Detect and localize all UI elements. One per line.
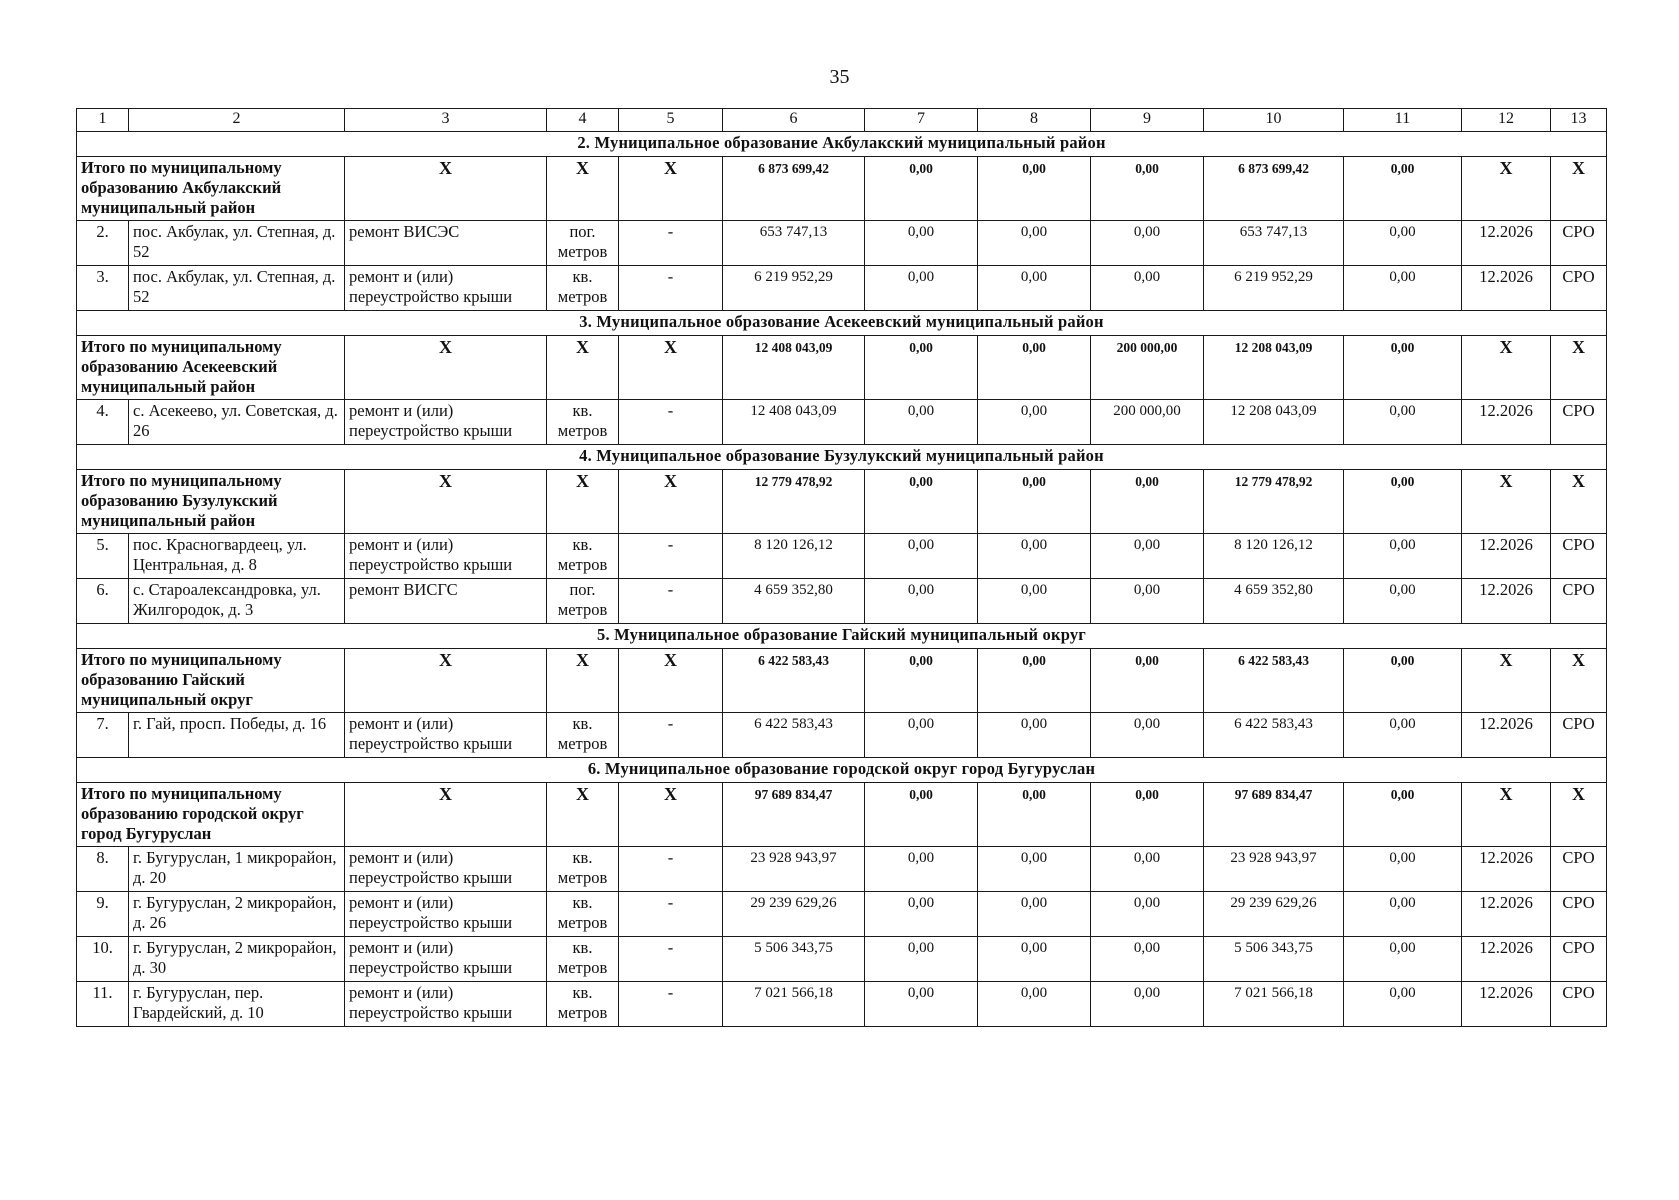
row-number: 11. [77,982,129,1027]
amount-c10: 23 928 943,97 [1204,847,1344,892]
total-c11: 0,00 [1344,157,1462,221]
row-number: 8. [77,847,129,892]
unit-cell: кв. метров [547,266,619,311]
address-cell: г. Бугуруслан, пер. Гвардейский, д. 10 [129,982,345,1027]
header-cell: 3 [345,109,547,132]
section-total-row [77,336,1607,400]
deadline-cell: 12.2026 [1462,579,1551,624]
address-cell: г. Гай, просп. Победы, д. 16 [129,713,345,758]
header-cell: 12 [1462,109,1551,132]
amount-c11: 0,00 [1344,892,1462,937]
col5-cell: - [619,534,723,579]
amount-c8: 0,00 [978,713,1091,758]
section-header-row [77,624,1607,649]
unit-cell: кв. метров [547,982,619,1027]
col5-cell: - [619,982,723,1027]
total-c10: 6 873 699,42 [1204,157,1344,221]
amount-c10: 12 208 043,09 [1204,400,1344,445]
amount-c10: 29 239 629,26 [1204,892,1344,937]
row-number: 7. [77,713,129,758]
header-cell: 10 [1204,109,1344,132]
unit-cell: кв. метров [547,713,619,758]
header-cell: 11 [1344,109,1462,132]
total-c4: X [547,336,619,400]
col5-cell: - [619,221,723,266]
total-c4: X [547,649,619,713]
section-title: 4. Муниципальное образование Бузулукский муниципальный район [77,445,1607,470]
unit-cell: пог. метров [547,579,619,624]
column-number-row [77,109,1607,132]
address-cell: г. Бугуруслан, 1 микрорайон, д. 20 [129,847,345,892]
amount-c6: 7 021 566,18 [723,982,865,1027]
work-type-cell: ремонт и (или) переустройство крыши [345,892,547,937]
deadline-cell: 12.2026 [1462,937,1551,982]
deadline-cell: 12.2026 [1462,713,1551,758]
amount-c7: 0,00 [865,221,978,266]
total-c13: X [1551,783,1607,847]
section-title: 3. Муниципальное образование Асекеевский муниципальный район [77,311,1607,336]
amount-c11: 0,00 [1344,579,1462,624]
address-cell: пос. Красногвардеец, ул. Центральная, д. 8 [129,534,345,579]
total-c9: 0,00 [1091,649,1204,713]
executor-cell: СРО [1551,579,1607,624]
total-c12: X [1462,157,1551,221]
row-number: 9. [77,892,129,937]
total-c6: 6 422 583,43 [723,649,865,713]
header-cell: 5 [619,109,723,132]
total-c12: X [1462,470,1551,534]
header-cell: 13 [1551,109,1607,132]
section-header-row [77,132,1607,157]
amount-c9: 0,00 [1091,982,1204,1027]
total-c12: X [1462,336,1551,400]
unit-cell: кв. метров [547,937,619,982]
col5-cell: - [619,579,723,624]
total-c11: 0,00 [1344,470,1462,534]
total-label: Итого по муниципальному образованию Гайский муниципальный округ [77,649,345,713]
total-c4: X [547,157,619,221]
deadline-cell: 12.2026 [1462,847,1551,892]
total-c9: 0,00 [1091,470,1204,534]
deadline-cell: 12.2026 [1462,221,1551,266]
header-cell: 7 [865,109,978,132]
total-c5: X [619,649,723,713]
amount-c9: 0,00 [1091,534,1204,579]
unit-cell: пог. метров [547,221,619,266]
executor-cell: СРО [1551,266,1607,311]
table-row [77,847,1607,892]
address-cell: г. Бугуруслан, 2 микрорайон, д. 30 [129,937,345,982]
executor-cell: СРО [1551,982,1607,1027]
table-row [77,221,1607,266]
amount-c9: 0,00 [1091,847,1204,892]
header-cell: 2 [129,109,345,132]
col5-cell: - [619,937,723,982]
total-c9: 200 000,00 [1091,336,1204,400]
amount-c8: 0,00 [978,937,1091,982]
header-cell: 9 [1091,109,1204,132]
address-cell: с. Староалександровка, ул. Жилгородок, д. 3 [129,579,345,624]
total-c5: X [619,157,723,221]
amount-c11: 0,00 [1344,937,1462,982]
address-cell: пос. Акбулак, ул. Степная, д. 52 [129,266,345,311]
total-c13: X [1551,470,1607,534]
amount-c9: 0,00 [1091,221,1204,266]
total-c9: 0,00 [1091,157,1204,221]
amount-c9: 0,00 [1091,892,1204,937]
table-row [77,892,1607,937]
row-number: 10. [77,937,129,982]
total-c13: X [1551,649,1607,713]
amount-c11: 0,00 [1344,400,1462,445]
page-number: 35 [829,66,850,88]
amount-c7: 0,00 [865,579,978,624]
deadline-cell: 12.2026 [1462,534,1551,579]
section-header-row [77,758,1607,783]
address-cell: пос. Акбулак, ул. Степная, д. 52 [129,221,345,266]
total-c7: 0,00 [865,783,978,847]
table-row [77,266,1607,311]
total-c8: 0,00 [978,336,1091,400]
amount-c6: 12 408 043,09 [723,400,865,445]
section-title: 6. Муниципальное образование городской округ город Бугуруслан [77,758,1607,783]
amount-c8: 0,00 [978,221,1091,266]
amount-c7: 0,00 [865,982,978,1027]
amount-c8: 0,00 [978,534,1091,579]
work-type-cell: ремонт и (или) переустройство крыши [345,400,547,445]
total-c6: 12 408 043,09 [723,336,865,400]
total-c8: 0,00 [978,783,1091,847]
amount-c11: 0,00 [1344,982,1462,1027]
section-total-row [77,157,1607,221]
unit-cell: кв. метров [547,534,619,579]
amount-c6: 5 506 343,75 [723,937,865,982]
total-c6: 97 689 834,47 [723,783,865,847]
amount-c6: 6 219 952,29 [723,266,865,311]
total-c4: X [547,783,619,847]
total-c12: X [1462,783,1551,847]
total-c5: X [619,783,723,847]
total-c3: X [345,336,547,400]
total-c8: 0,00 [978,157,1091,221]
total-c3: X [345,783,547,847]
header-cell: 1 [77,109,129,132]
amount-c6: 29 239 629,26 [723,892,865,937]
col5-cell: - [619,266,723,311]
address-cell: с. Асекеево, ул. Советская, д. 26 [129,400,345,445]
amount-c9: 0,00 [1091,266,1204,311]
deadline-cell: 12.2026 [1462,400,1551,445]
executor-cell: СРО [1551,221,1607,266]
total-c8: 0,00 [978,470,1091,534]
amount-c10: 6 422 583,43 [1204,713,1344,758]
row-number: 3. [77,266,129,311]
amount-c10: 5 506 343,75 [1204,937,1344,982]
table-row [77,937,1607,982]
header-cell: 4 [547,109,619,132]
total-c7: 0,00 [865,336,978,400]
amount-c6: 4 659 352,80 [723,579,865,624]
total-c4: X [547,470,619,534]
deadline-cell: 12.2026 [1462,892,1551,937]
total-c8: 0,00 [978,649,1091,713]
table-body [77,109,1607,1027]
amount-c9: 0,00 [1091,713,1204,758]
amount-c9: 0,00 [1091,579,1204,624]
work-type-cell: ремонт и (или) переустройство крыши [345,937,547,982]
amount-c8: 0,00 [978,400,1091,445]
amount-c7: 0,00 [865,847,978,892]
header-cell: 6 [723,109,865,132]
work-type-cell: ремонт и (или) переустройство крыши [345,982,547,1027]
section-header-row [77,311,1607,336]
section-title: 5. Муниципальное образование Гайский муниципальный округ [77,624,1607,649]
repair-program-table [76,108,1607,1027]
total-c9: 0,00 [1091,783,1204,847]
deadline-cell: 12.2026 [1462,266,1551,311]
total-c6: 12 779 478,92 [723,470,865,534]
total-c10: 12 779 478,92 [1204,470,1344,534]
address-cell: г. Бугуруслан, 2 микрорайон, д. 26 [129,892,345,937]
total-c5: X [619,336,723,400]
amount-c6: 653 747,13 [723,221,865,266]
amount-c9: 200 000,00 [1091,400,1204,445]
total-c10: 12 208 043,09 [1204,336,1344,400]
amount-c11: 0,00 [1344,534,1462,579]
amount-c10: 8 120 126,12 [1204,534,1344,579]
total-c3: X [345,649,547,713]
amount-c8: 0,00 [978,982,1091,1027]
section-total-row [77,783,1607,847]
col5-cell: - [619,400,723,445]
work-type-cell: ремонт и (или) переустройство крыши [345,534,547,579]
section-header-row [77,445,1607,470]
section-title: 2. Муниципальное образование Акбулакский муниципальный район [77,132,1607,157]
work-type-cell: ремонт и (или) переустройство крыши [345,266,547,311]
amount-c10: 653 747,13 [1204,221,1344,266]
executor-cell: СРО [1551,937,1607,982]
col5-cell: - [619,847,723,892]
total-c10: 97 689 834,47 [1204,783,1344,847]
amount-c8: 0,00 [978,579,1091,624]
work-type-cell: ремонт и (или) переустройство крыши [345,847,547,892]
total-c13: X [1551,336,1607,400]
work-type-cell: ремонт ВИСЭС [345,221,547,266]
row-number: 5. [77,534,129,579]
table-row [77,400,1607,445]
total-c12: X [1462,649,1551,713]
amount-c10: 7 021 566,18 [1204,982,1344,1027]
executor-cell: СРО [1551,713,1607,758]
amount-c7: 0,00 [865,266,978,311]
work-type-cell: ремонт ВИСГС [345,579,547,624]
amount-c7: 0,00 [865,534,978,579]
total-c7: 0,00 [865,649,978,713]
executor-cell: СРО [1551,534,1607,579]
amount-c6: 23 928 943,97 [723,847,865,892]
total-c11: 0,00 [1344,783,1462,847]
section-total-row [77,649,1607,713]
total-c11: 0,00 [1344,336,1462,400]
total-c10: 6 422 583,43 [1204,649,1344,713]
amount-c7: 0,00 [865,937,978,982]
row-number: 2. [77,221,129,266]
amount-c8: 0,00 [978,266,1091,311]
amount-c7: 0,00 [865,400,978,445]
deadline-cell: 12.2026 [1462,982,1551,1027]
total-c6: 6 873 699,42 [723,157,865,221]
unit-cell: кв. метров [547,892,619,937]
amount-c8: 0,00 [978,847,1091,892]
amount-c10: 6 219 952,29 [1204,266,1344,311]
row-number: 6. [77,579,129,624]
executor-cell: СРО [1551,400,1607,445]
total-label: Итого по муниципальному образованию Бузулукский муниципальный район [77,470,345,534]
col5-cell: - [619,892,723,937]
col5-cell: - [619,713,723,758]
table-row [77,982,1607,1027]
executor-cell: СРО [1551,847,1607,892]
table-row [77,579,1607,624]
amount-c11: 0,00 [1344,266,1462,311]
amount-c7: 0,00 [865,892,978,937]
amount-c7: 0,00 [865,713,978,758]
section-total-row [77,470,1607,534]
amount-c11: 0,00 [1344,221,1462,266]
header-cell: 8 [978,109,1091,132]
total-c7: 0,00 [865,470,978,534]
row-number: 4. [77,400,129,445]
total-c5: X [619,470,723,534]
amount-c10: 4 659 352,80 [1204,579,1344,624]
table-row [77,713,1607,758]
executor-cell: СРО [1551,892,1607,937]
work-type-cell: ремонт и (или) переустройство крыши [345,713,547,758]
total-label: Итого по муниципальному образованию Асекеевский муниципальный район [77,336,345,400]
total-label: Итого по муниципальному образованию городской округ город Бугуруслан [77,783,345,847]
amount-c11: 0,00 [1344,713,1462,758]
total-c11: 0,00 [1344,649,1462,713]
amount-c9: 0,00 [1091,937,1204,982]
total-c7: 0,00 [865,157,978,221]
total-c3: X [345,157,547,221]
unit-cell: кв. метров [547,847,619,892]
table-row [77,534,1607,579]
total-label: Итого по муниципальному образованию Акбулакский муниципальный район [77,157,345,221]
unit-cell: кв. метров [547,400,619,445]
total-c3: X [345,470,547,534]
amount-c6: 8 120 126,12 [723,534,865,579]
amount-c8: 0,00 [978,892,1091,937]
amount-c6: 6 422 583,43 [723,713,865,758]
amount-c11: 0,00 [1344,847,1462,892]
total-c13: X [1551,157,1607,221]
